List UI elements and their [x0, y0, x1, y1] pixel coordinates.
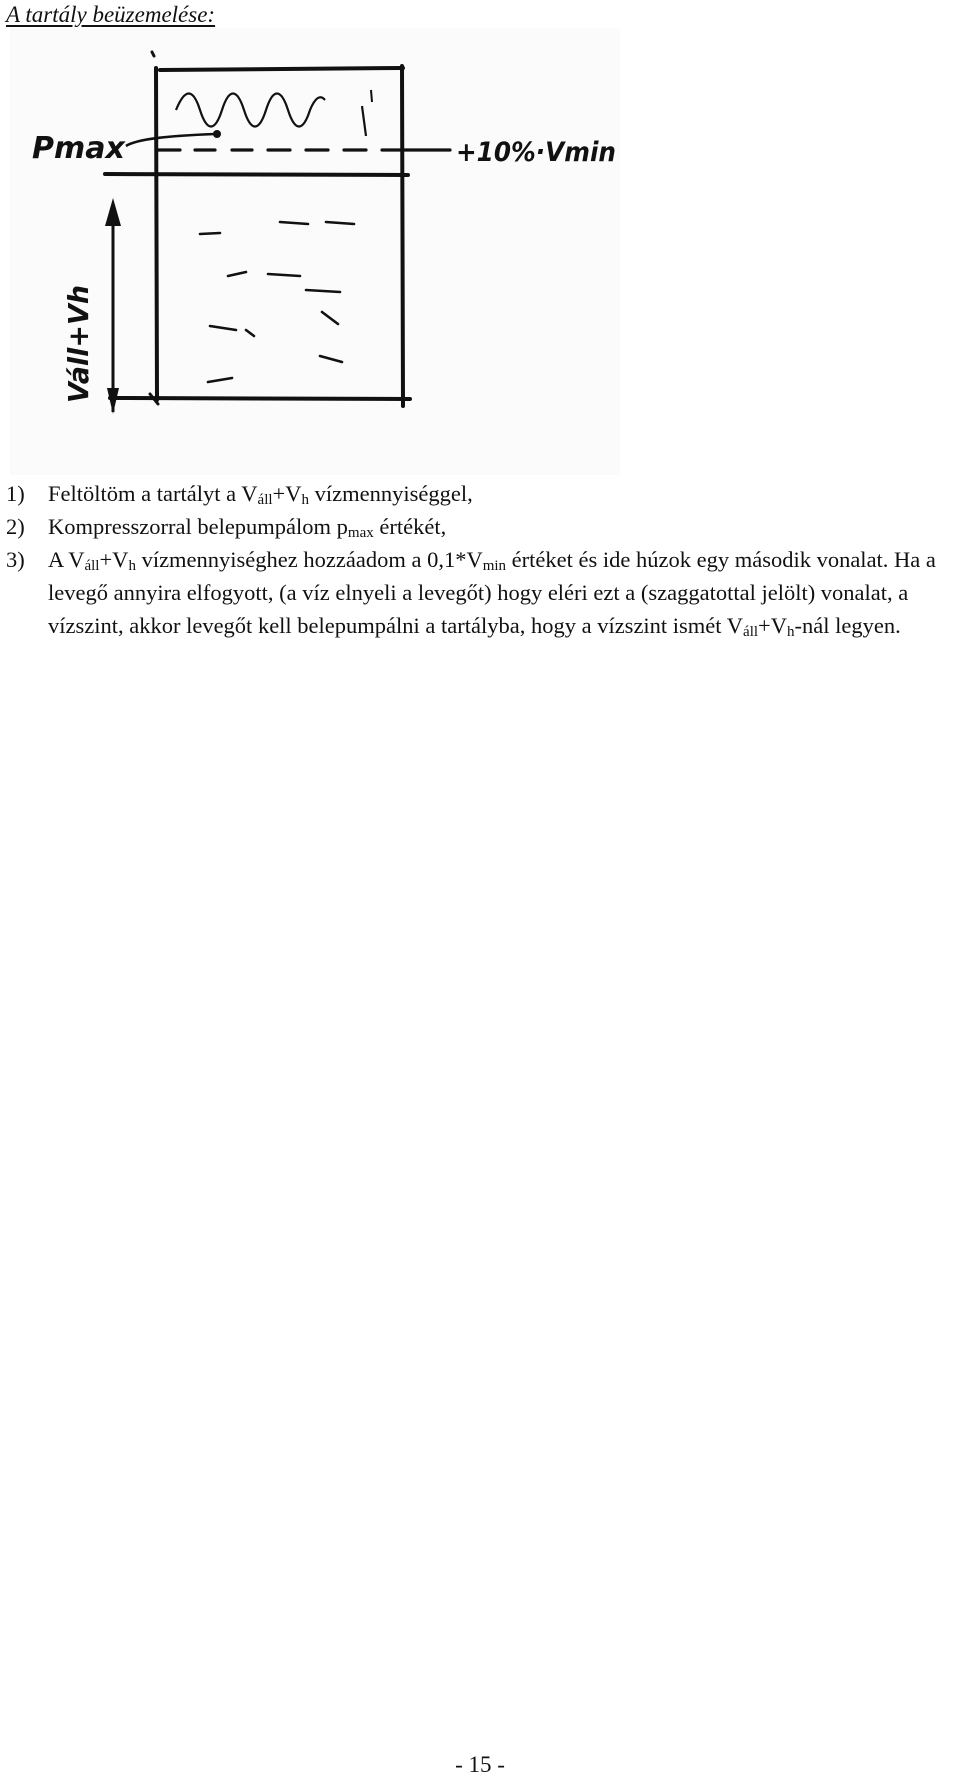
page-number: - 15 -: [455, 1752, 505, 1777]
tank-sketch-drawing: [10, 28, 620, 475]
pmax-pointer: [126, 134, 215, 146]
steps-list: [6, 477, 954, 642]
step-number: 3): [6, 547, 25, 572]
tank-right-wall: [402, 66, 403, 406]
step-number: 1): [6, 481, 25, 506]
air-wave: [176, 94, 325, 127]
label-pmax: Pmax: [32, 131, 125, 166]
arrow-head-down: [107, 388, 119, 414]
label-left: Váll+Vh: [62, 280, 95, 403]
tank-left-wall: [156, 68, 157, 400]
step-2: 2) Kompresszorral belepumpálom $p_{max}$ értékét,: [6, 510, 954, 543]
tank-sketch: [10, 28, 620, 475]
arrow-head-up: [105, 198, 121, 226]
step-3: 3) A $V_{áll}+V_h$ vízmennyiséghez hozzáadom a $0,1*V_{min}$ értéket és ide húzok egy második vonalat. Ha a levegő annyira elfogyott, (a víz elnyeli a levegőt) hogy eléri ezt a (szaggatottal jelölt) vonalat, a vízszint, akkor levegőt kell belepumpálni a tartályba, hogy a vízszint ismét $V_{áll}+V_h$-nál legyen.: [6, 543, 954, 642]
label-top-right: +10%·Vmin: [456, 137, 616, 168]
step-number: 2): [6, 514, 25, 539]
tank-top-wall: [160, 68, 403, 70]
water-marks: [200, 222, 354, 382]
step-1: 1) Feltöltöm a tartályt a $V_{áll}+V_h$ vízmennyiséggel,: [6, 477, 954, 510]
page-heading: A tartály beüzemelése:: [6, 2, 216, 27]
water-level-line: [105, 174, 408, 175]
